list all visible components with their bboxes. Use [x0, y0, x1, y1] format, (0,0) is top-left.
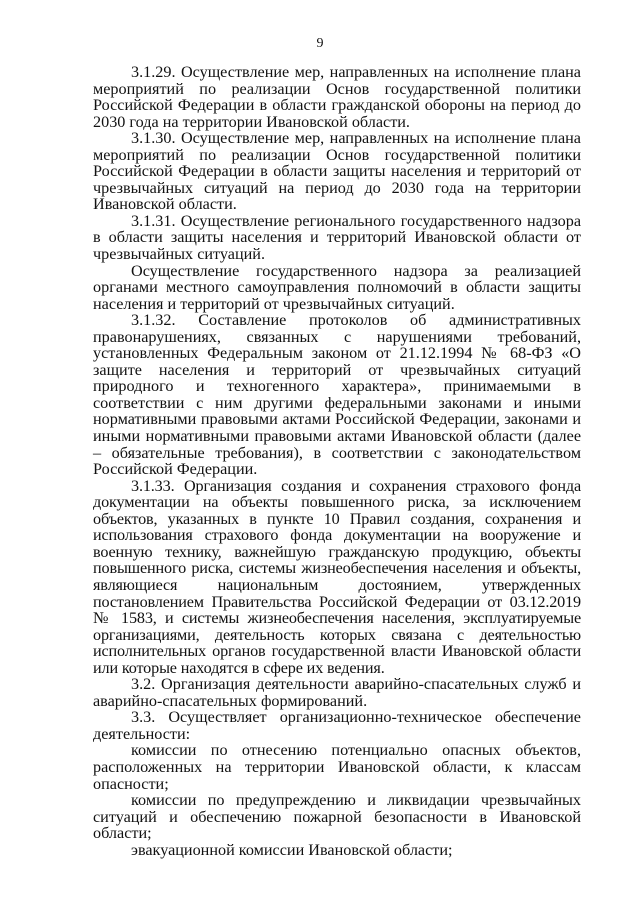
list-item-emergency-commission: комиссии по предупреждению и ликвидации чрезвычайных ситуаций и обеспечению пожарной безопасности в Ивановской области; — [93, 791, 581, 843]
paragraph-3-1-29: 3.1.29. Осуществление мер, направленных на исполнение плана мероприятий по реализации Основ государственной политики Российской Федерации в области гражданской обороны на период до 2030 года на территории Ивановской области. — [93, 63, 581, 131]
paragraph-supervision: Осуществление государственного надзора за реализацией органами местного самоуправления полномочий в области защиты населения и территорий от чрезвычайных ситуаций. — [93, 261, 581, 313]
paragraph-3-2: 3.2. Организация деятельности аварийно-спасательных служб и аварийно-спасательных формирований. — [93, 675, 581, 710]
document-body — [93, 64, 581, 858]
list-item-hazard-commission: комиссии по отнесению потенциально опасных объектов, расположенных на территории Ивановской области, к классам опасности; — [93, 741, 581, 793]
paragraph-3-1-32: 3.1.32. Составление протоколов об административных правонарушениях, связанных с нарушениями требований, установленных Федеральным законом от 21.12.1994 № 68-ФЗ «О защите населения и территорий от чрезвычайных ситуаций природного и техногенного характера», принимаемыми в соответствии с ним другими федеральными законами и иными нормативными правовыми актами Российской Федерации, законами и иными нормативными правовыми актами Ивановской области (далее – обязательные требования), в соответствии с законодательством Российской Федерации. — [93, 311, 581, 479]
list-item-evacuation-commission: эвакуационной комиссии Ивановской области; — [131, 840, 453, 859]
paragraph-3-1-31: 3.1.31. Осуществление регионального государственного надзора в области защиты населения и территорий Ивановской области от чрезвычайных ситуаций. — [93, 211, 581, 264]
paragraph-3-1-33: 3.1.33. Организация создания и сохранения страхового фонда документации на объекты повышенного риска, за исключением объектов, указанных в пункте 10 Правил создания, сохранения и использования страхового фонда документации на вооружение и военную технику, важнейшую гражданскую продукцию, объекты повышенного риска, системы жизнеобеспечения населения и объекты, являющиеся национальным достоянием, утвержденных постановлением Правительства Российской Федерации от 03.12.2019 № 1583, и системы жизнеобеспечения населения, эксплуатируемые организациями, деятельность которых связана с деятельностью исполнительных органов государственной власти Ивановской области или которые находятся в сфере их ведения. — [93, 476, 581, 677]
paragraph-3-1-30: 3.1.30. Осуществление мер, направленных на исполнение плана мероприятий по реализации Основ государственной политики Российской Федерации в области защиты населения и территорий от чрезвычайных ситуаций на период до 2030 года на территории Ивановской области. — [93, 129, 581, 214]
page-number: 9 — [316, 36, 324, 51]
paragraph-3-3: 3.3. Осуществляет организационно-техническое обеспечение деятельности: — [93, 708, 581, 743]
